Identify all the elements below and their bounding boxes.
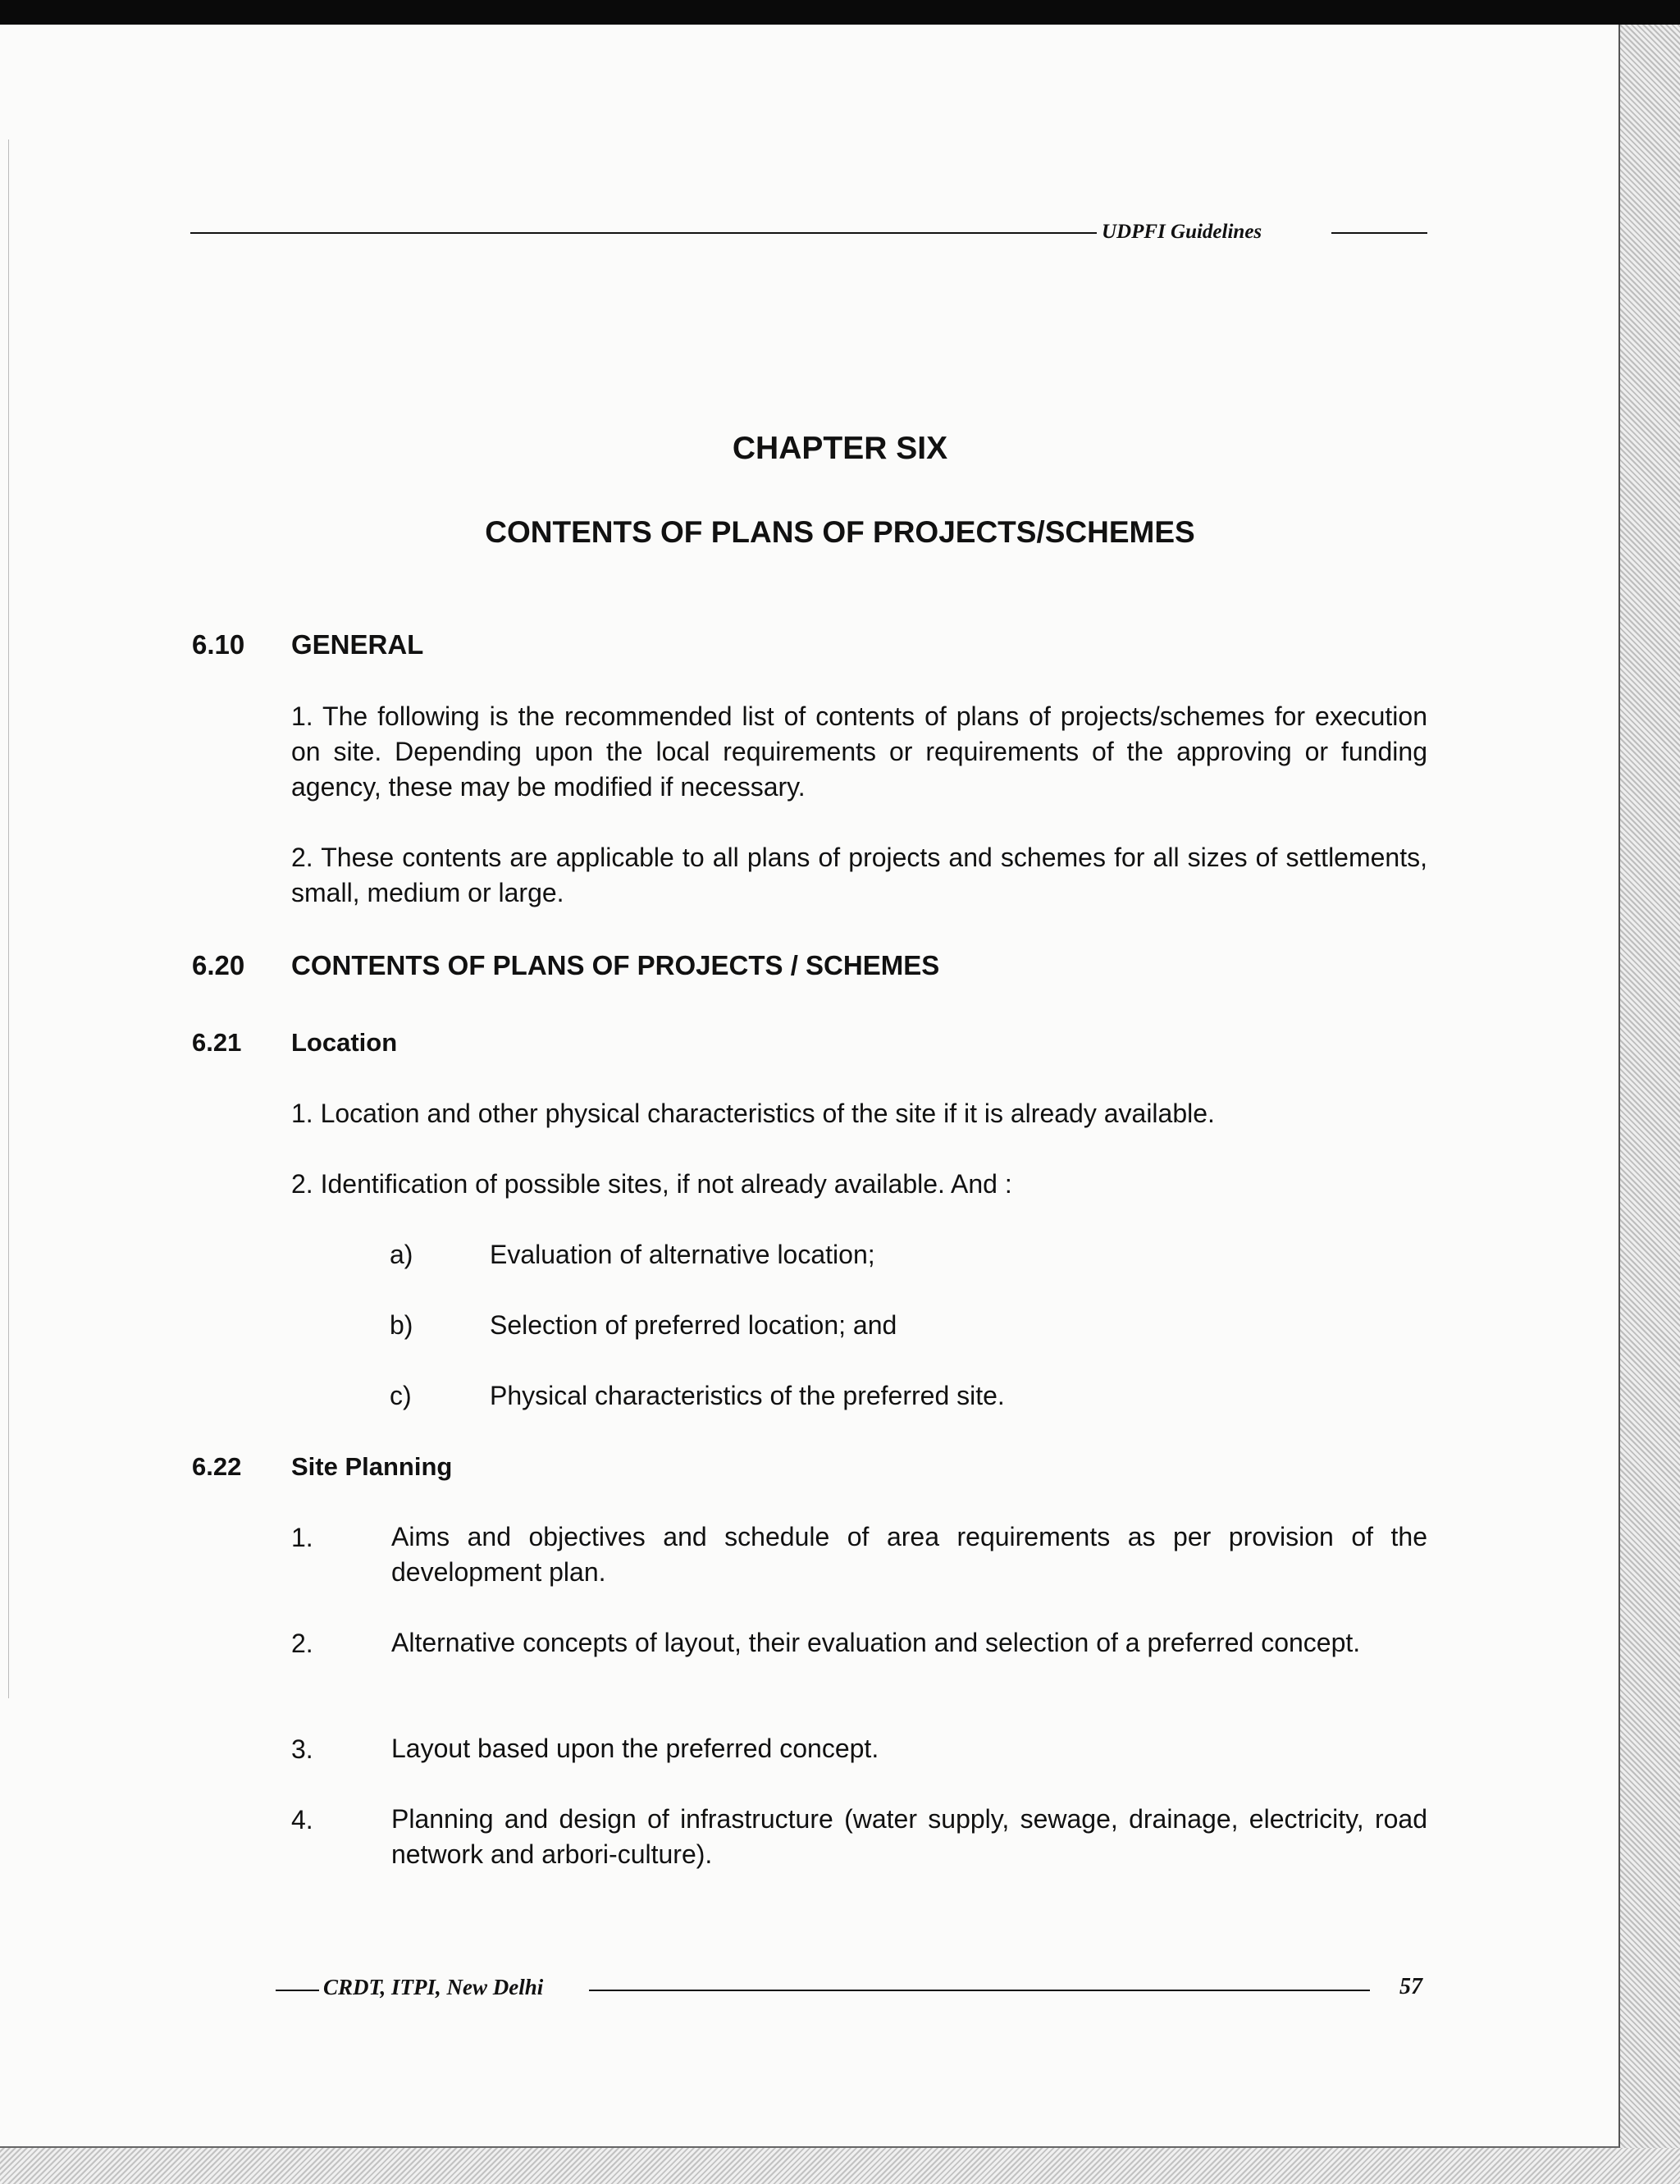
header-rule-right <box>1331 232 1427 234</box>
list-marker: 2. <box>291 1629 313 1658</box>
page-number: 57 <box>1399 1974 1422 1999</box>
subsection-number: 6.22 <box>192 1452 242 1481</box>
chapter-title: CONTENTS OF PLANS OF PROJECTS/SCHEMES <box>485 515 1195 549</box>
list-item: Layout based upon the preferred concept. <box>391 1734 879 1763</box>
list-marker: 3. <box>291 1734 313 1764</box>
list-item: Evaluation of alternative location; <box>490 1240 875 1269</box>
section-number: 6.10 <box>192 629 245 660</box>
list-marker: a) <box>390 1240 413 1269</box>
scan-right-edge <box>1620 25 1680 2184</box>
subsection-title: Location <box>291 1028 398 1057</box>
list-marker: c) <box>390 1381 412 1410</box>
list-item: Planning and design of infrastructure (water supply, sewage, drainage, electricity, road network and arbori-culture). <box>391 1804 1427 1869</box>
section-title: CONTENTS OF PLANS OF PROJECTS / SCHEMES <box>291 950 940 980</box>
list-marker: b) <box>390 1310 413 1340</box>
header-rule-left <box>190 232 1097 234</box>
paragraph: 1. The following is the recommended list of contents of plans of projects/schemes for execution on site. Depending upon the local requirements or requirements of the approving or funding agency, these may be modified if necessary. <box>291 701 1427 802</box>
list-item: 2. Identification of possible sites, if not already available. And : <box>291 1169 1012 1199</box>
list-item: Aims and objectives and schedule of area requirements as per provision of the development plan. <box>391 1522 1427 1587</box>
paragraph: 2. These contents are applicable to all plans of projects and schemes for all sizes of settlements, small, medium or large. <box>291 843 1427 907</box>
section-number: 6.20 <box>192 950 245 980</box>
list-item: Selection of preferred location; and <box>490 1310 897 1340</box>
list-marker: 4. <box>291 1805 313 1834</box>
list-marker: 1. <box>291 1523 313 1552</box>
scan-top-border <box>0 0 1680 25</box>
scan-bottom-edge <box>0 2148 1680 2184</box>
chapter-label: CHAPTER SIX <box>732 431 948 466</box>
running-header: UDPFI Guidelines <box>1102 221 1262 243</box>
subsection-number: 6.21 <box>192 1028 242 1057</box>
footer-rule-right <box>589 1990 1370 1991</box>
list-item: Alternative concepts of layout, their evaluation and selection of a preferred concept. <box>391 1628 1361 1657</box>
subsection-title: Site Planning <box>291 1452 453 1481</box>
list-item: 1. Location and other physical characteristics of the site if it is already available. <box>291 1099 1215 1128</box>
section-title: GENERAL <box>291 629 424 660</box>
list-item: Physical characteristics of the preferred site. <box>490 1381 1005 1410</box>
footer-rule-left <box>276 1990 319 1991</box>
footer-publisher: CRDT, ITPI, New Delhi <box>323 1975 544 1999</box>
binding-margin-mark <box>8 139 9 1698</box>
